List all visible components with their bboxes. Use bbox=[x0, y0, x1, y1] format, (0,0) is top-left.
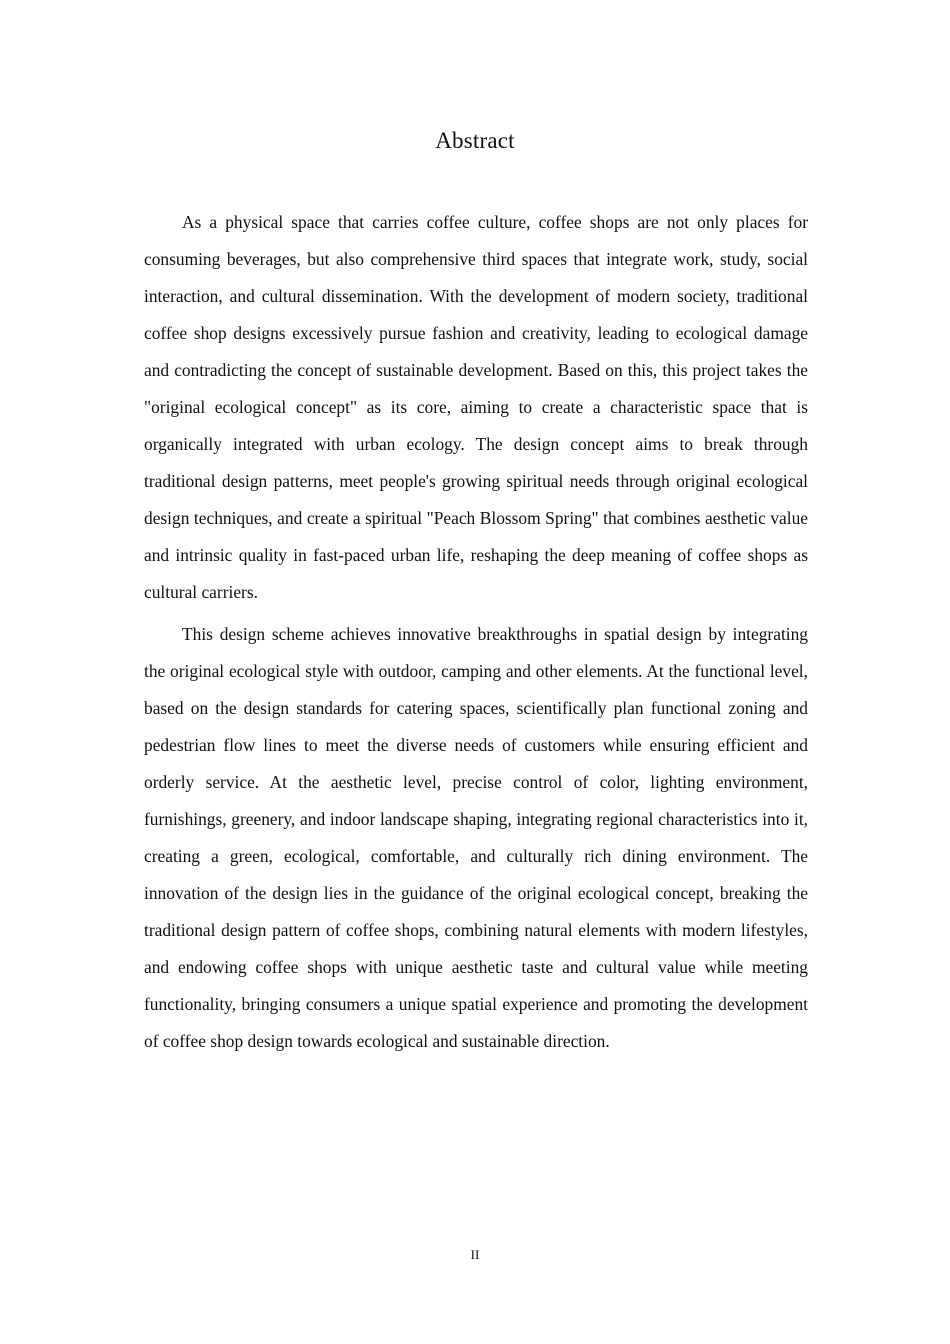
abstract-body bbox=[144, 204, 808, 1060]
abstract-title: Abstract bbox=[435, 128, 515, 153]
abstract-paragraph-2: This design scheme achieves innovative breakthroughs in spatial design by integrating the original ecological style with outdoor, camping and other elements. At the functional level, based on the design standards for catering spaces, scientifically plan functional zoning and pedestrian flow lines to meet the diverse needs of customers while ensuring efficient and orderly service. At the aesthetic level, precise control of color, lighting environment, furnishings, greenery, and indoor landscape shaping, integrating regional characteristics into it, creating a green, ecological, comfortable, and culturally rich dining environment. The innovation of the design lies in the guidance of the original ecological concept, breaking the traditional design pattern of coffee shops, combining natural elements with modern lifestyles, and endowing coffee shops with unique aesthetic taste and cultural value while meeting functionality, bringing consumers a unique spatial experience and promoting the development of coffee shop design towards ecological and sustainable direction. bbox=[144, 624, 808, 1051]
page-number: II bbox=[470, 1247, 480, 1262]
abstract-paragraph-1: As a physical space that carries coffee culture, coffee shops are not only places for consuming beverages, but also comprehensive third spaces that integrate work, study, social interaction, and cultural dissemination. With the development of modern society, traditional coffee shop designs excessively pursue fashion and creativity, leading to ecological damage and contradicting the concept of sustainable development. Based on this, this project takes the "original ecological concept" as its core, aiming to create a characteristic space that is organically integrated with urban ecology. The design concept aims to break through traditional design patterns, meet people's growing spiritual needs through original ecological design techniques, and create a spiritual "Peach Blossom Spring" that combines aesthetic value and intrinsic quality in fast-paced urban life, reshaping the deep meaning of coffee shops as cultural carriers. bbox=[144, 212, 808, 602]
